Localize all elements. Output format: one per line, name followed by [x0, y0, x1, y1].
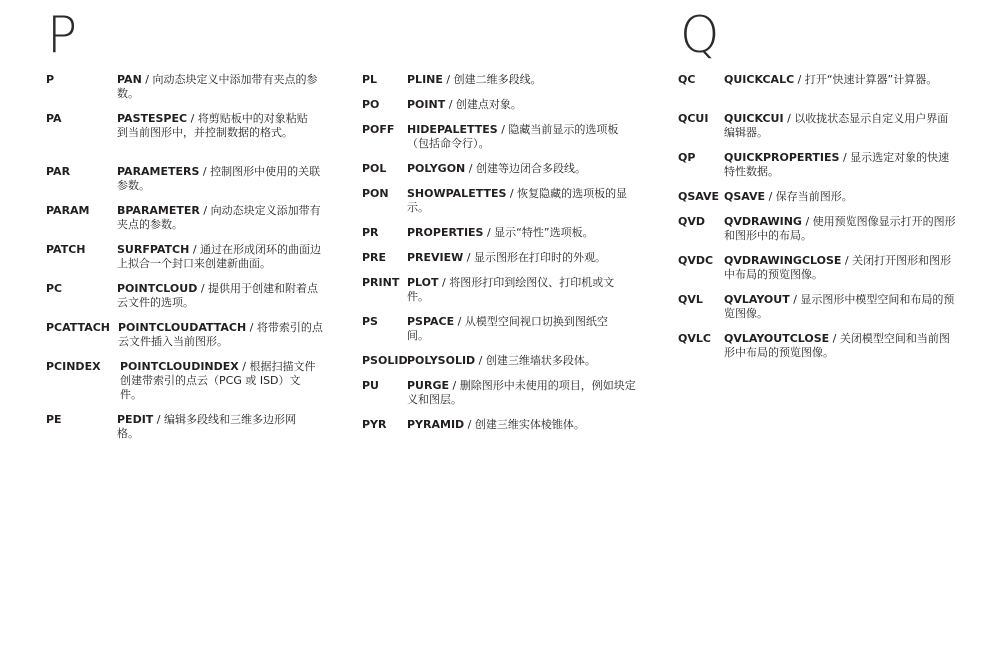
command-description	[724, 332, 959, 360]
command-description	[118, 321, 323, 349]
command-entry	[362, 379, 647, 407]
letter-heading-p: P	[47, 6, 78, 64]
command-name: PROPERTIES	[407, 226, 484, 239]
command-text: / 编辑多段线和三维多边形网格。	[117, 413, 297, 440]
command-alias: QVLC	[678, 332, 711, 345]
command-name: POINTCLOUDINDEX	[120, 360, 239, 373]
command-text: / 关闭打开图形和图形中布局的预览图像。	[724, 254, 952, 281]
command-text: / 根据扫描文件创建带索引的点云（PCG 或 ISD）文件。	[120, 360, 316, 401]
command-text: / 保存当前图形。	[765, 190, 853, 203]
command-entry	[678, 151, 963, 179]
command-alias: PATCH	[46, 243, 86, 256]
command-description	[407, 123, 639, 151]
command-name: BPARAMETER	[117, 204, 200, 217]
command-entry	[362, 354, 647, 368]
letter-heading-q: Q	[680, 6, 720, 64]
command-description	[117, 413, 312, 441]
command-alias: PON	[362, 187, 389, 200]
command-name: PREVIEW	[407, 251, 464, 264]
command-text: / 创建二维多段线。	[442, 73, 542, 86]
command-entry	[362, 315, 647, 343]
command-name: SURFPATCH	[117, 243, 190, 256]
command-description	[120, 360, 320, 402]
command-text: / 创建等边闭合多段线。	[465, 162, 586, 175]
command-description	[407, 73, 642, 87]
command-text: / 删除图形中未使用的项目，例如块定义和图层。	[407, 379, 636, 406]
command-name: PARAMETERS	[117, 165, 200, 178]
command-alias: QCUI	[678, 112, 709, 125]
command-alias: PU	[362, 379, 379, 392]
command-description	[407, 354, 642, 368]
command-name: POLYSOLID	[407, 354, 476, 367]
command-alias: PE	[46, 413, 62, 426]
command-name: PYRAMID	[407, 418, 465, 431]
command-text: / 关闭模型空间和当前图形中布局的预览图像。	[724, 332, 950, 359]
command-entry	[678, 332, 963, 360]
command-alias: PAR	[46, 165, 71, 178]
command-name: QUICKCUI	[724, 112, 784, 125]
command-name: PAN	[117, 73, 142, 86]
command-entry	[46, 321, 326, 349]
command-text: / 显示选定对象的快速特性数据。	[724, 151, 950, 178]
command-name: POINTCLOUD	[117, 282, 198, 295]
command-entry	[46, 360, 326, 402]
command-text: / 将图形打印到绘图仪、打印机或文件。	[407, 276, 615, 303]
command-entry	[678, 73, 963, 87]
command-alias: PA	[46, 112, 62, 125]
command-name: PEDIT	[117, 413, 154, 426]
command-text: / 将剪贴板中的对象粘贴到当前图形中，并控制数据的格式。	[117, 112, 308, 139]
command-name: QVLAYOUT	[724, 293, 790, 306]
command-entry	[362, 226, 647, 240]
command-entry	[46, 204, 326, 232]
command-entry	[678, 254, 963, 282]
command-text: / 控制图形中使用的关联参数。	[117, 165, 321, 192]
command-alias: POFF	[362, 123, 395, 136]
command-entry	[362, 187, 647, 215]
command-name: PLINE	[407, 73, 443, 86]
command-description	[407, 98, 642, 112]
command-text: / 将带索引的点云文件插入当前图形。	[118, 321, 323, 348]
command-text: / 创建点对象。	[445, 98, 522, 111]
command-entry	[362, 162, 647, 176]
command-description	[407, 315, 622, 343]
command-alias: PRE	[362, 251, 387, 264]
command-text: / 使用预览图像显示打开的图形和图形中的布局。	[724, 215, 956, 242]
command-alias: PARAM	[46, 204, 90, 217]
command-text: / 打开“快速计算器”计算器。	[794, 73, 938, 86]
command-alias: PRINT	[362, 276, 400, 289]
command-name: QVDRAWINGCLOSE	[724, 254, 842, 267]
command-name: PSPACE	[407, 315, 455, 328]
command-name: PASTESPEC	[117, 112, 188, 125]
command-name: QUICKCALC	[724, 73, 795, 86]
command-description	[724, 254, 959, 282]
command-alias: QVDC	[678, 254, 714, 267]
command-name: POINT	[407, 98, 446, 111]
command-name: POLYGON	[407, 162, 466, 175]
command-alias: PYR	[362, 418, 387, 431]
command-alias: PC	[46, 282, 63, 295]
command-description	[117, 165, 322, 193]
command-alias: QC	[678, 73, 696, 86]
command-description	[407, 187, 639, 215]
command-text: / 显示“特性”选项板。	[483, 226, 594, 239]
command-text: / 创建三维墙状多段体。	[475, 354, 596, 367]
command-text: / 向动态块定义中添加带有夹点的参数。	[117, 73, 318, 100]
command-name: QVLAYOUTCLOSE	[724, 332, 830, 345]
command-alias: PL	[362, 73, 378, 86]
command-description	[407, 276, 632, 304]
command-description	[117, 73, 322, 101]
command-description	[117, 282, 322, 310]
command-entry	[362, 73, 647, 87]
command-entry	[46, 73, 326, 101]
command-entry	[678, 293, 963, 321]
command-entry	[362, 251, 647, 265]
command-alias: PR	[362, 226, 379, 239]
command-name: PLOT	[407, 276, 439, 289]
command-description	[117, 204, 322, 232]
command-entry	[46, 413, 326, 441]
command-name: PURGE	[407, 379, 450, 392]
command-description	[407, 162, 642, 176]
command-name: POINTCLOUDATTACH	[118, 321, 247, 334]
command-text: / 从模型空间视口切换到图纸空间。	[407, 315, 608, 342]
command-alias: QSAVE	[678, 190, 720, 203]
command-entry	[46, 243, 326, 271]
command-entry	[362, 276, 647, 304]
command-entry	[46, 165, 326, 193]
command-description	[724, 73, 954, 87]
command-alias: PO	[362, 98, 380, 111]
command-description	[724, 215, 956, 243]
command-text: / 显示图形中模型空间和布局的预览图像。	[724, 293, 955, 320]
command-entry	[362, 98, 647, 112]
command-alias: QP	[678, 151, 696, 164]
command-alias: PCINDEX	[46, 360, 101, 373]
command-alias: QVD	[678, 215, 705, 228]
command-entry	[678, 190, 963, 204]
command-description	[407, 379, 642, 407]
command-alias: PCATTACH	[46, 321, 110, 334]
command-text: / 通过在形成闭环的曲面边上拟合一个封口来创建新曲面。	[117, 243, 322, 270]
command-description	[724, 151, 956, 179]
command-description	[724, 293, 959, 321]
command-text: / 向动态块定义添加带有夹点的参数。	[117, 204, 321, 231]
command-description	[117, 112, 312, 140]
command-text: / 显示图形在打印时的外观。	[463, 251, 607, 264]
command-entry	[46, 112, 326, 140]
command-name: QSAVE	[724, 190, 766, 203]
command-text: / 恢复隐藏的选项板的显示。	[407, 187, 628, 214]
command-alias: POL	[362, 162, 387, 175]
command-entry	[362, 123, 647, 151]
command-description	[724, 190, 956, 204]
command-description	[407, 251, 642, 265]
command-entry	[46, 282, 326, 310]
command-description	[117, 243, 322, 271]
command-description	[407, 418, 642, 432]
command-entry	[362, 418, 647, 432]
command-text: / 隐藏当前显示的选项板（包括命令行）。	[407, 123, 619, 150]
command-entry	[678, 112, 963, 140]
command-entry	[678, 215, 963, 243]
command-name: QUICKPROPERTIES	[724, 151, 840, 164]
command-name: QVDRAWING	[724, 215, 802, 228]
command-alias: PS	[362, 315, 378, 328]
command-name: HIDEPALETTES	[407, 123, 498, 136]
command-description	[407, 226, 642, 240]
command-text: / 以收拢状态显示自定义用户界面编辑器。	[724, 112, 949, 139]
command-alias: QVL	[678, 293, 703, 306]
command-description	[724, 112, 954, 140]
command-text: / 提供用于创建和附着点云文件的选项。	[117, 282, 319, 309]
command-name: SHOWPALETTES	[407, 187, 507, 200]
command-text: / 创建三维实体棱锥体。	[464, 418, 585, 431]
command-alias: PSOLID	[362, 354, 408, 367]
command-alias: P	[46, 73, 55, 86]
